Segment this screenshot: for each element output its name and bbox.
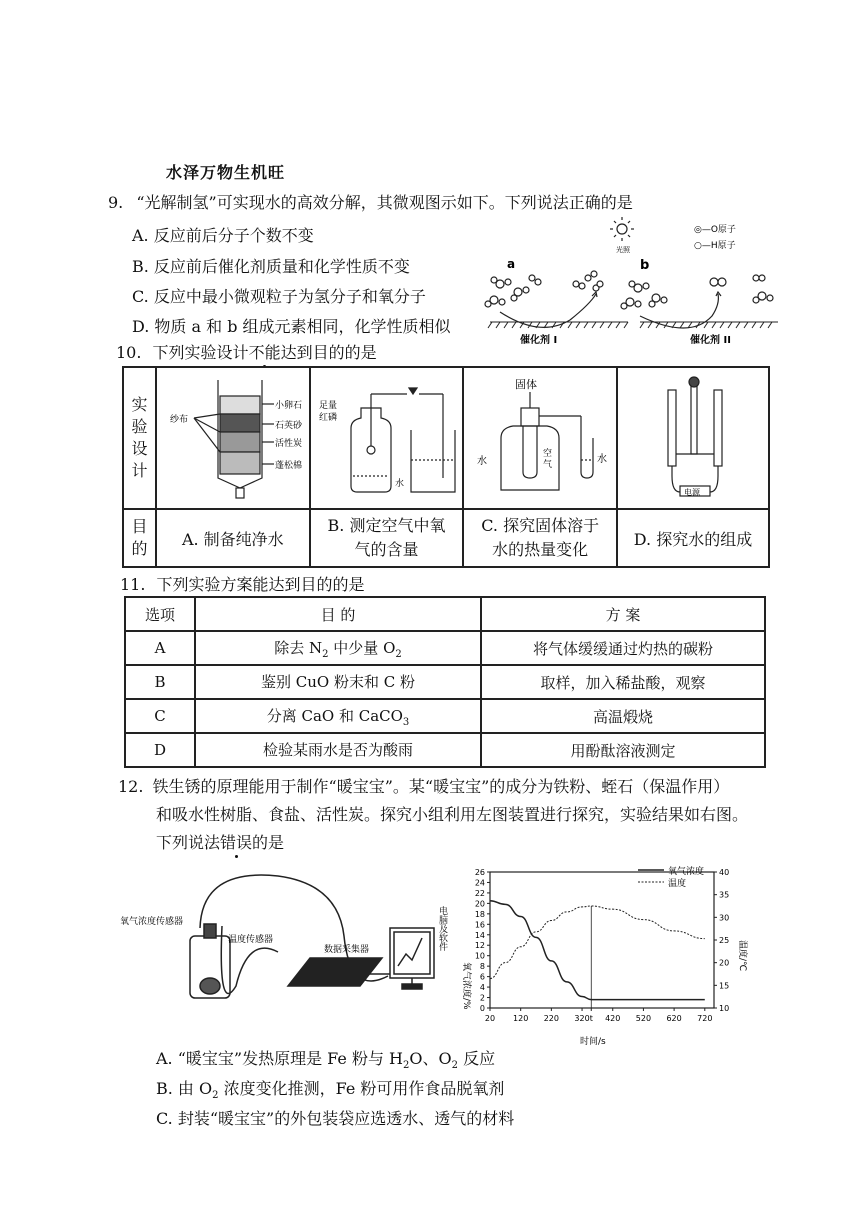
q11-number: 11.	[120, 575, 146, 594]
q12-emphasis: 错误	[220, 833, 253, 852]
chart-axes	[490, 872, 714, 1008]
q11-stem	[120, 572, 365, 595]
label-a: a	[507, 257, 516, 271]
y-left-tick-label: 14	[474, 930, 485, 940]
y-left-tick-label: 6	[479, 972, 485, 982]
x-tick-label: 320	[574, 1014, 590, 1023]
y-right-tick-label: 25	[719, 936, 730, 945]
x-label: 时间/s	[580, 1037, 606, 1047]
legend-o-atom: ◎—O原子	[694, 225, 736, 235]
row-label-purpose: 目 的	[123, 509, 156, 567]
y-right-tick-label: 10	[719, 1004, 730, 1013]
y-left-label: 氧气浓度/%	[461, 962, 471, 1010]
legend-h-atom: ○—H原子	[694, 241, 736, 251]
figure-a-water-filter	[156, 367, 310, 509]
q10-stem-emphasis: 不能	[248, 343, 281, 362]
y-right-tick-label: 20	[719, 958, 730, 968]
q9-option-b: B. 反应前后催化剂质量和化学性质不变	[132, 257, 410, 276]
catalyst-1-label: 催化剂 I	[520, 335, 558, 346]
figure-c-dissolving-heat	[463, 367, 617, 509]
svg-text:气: 气	[543, 460, 553, 470]
y-left-tick-label: 0	[479, 1004, 485, 1013]
plot-frame	[490, 872, 714, 1008]
purpose-d: D. 探究水的组成	[617, 509, 769, 567]
y-left-tick-label: 26	[474, 868, 485, 877]
label-b: b	[640, 258, 650, 273]
x-tick-label: 620	[666, 1014, 682, 1023]
catalyst-surfaces	[488, 322, 778, 328]
y-right-tick-label: 15	[719, 981, 730, 991]
q12-chart	[452, 858, 752, 1048]
q9-stem	[108, 190, 633, 213]
svg-text:空: 空	[543, 449, 553, 459]
header-option: 选项	[125, 597, 195, 631]
q9-number: 9.	[108, 193, 124, 212]
x-tick-label: 520	[635, 1014, 652, 1023]
q9-option-a: A. 反应前后分子个数不变	[132, 226, 314, 245]
chart-series	[490, 901, 705, 1000]
section-title: 水泽万物生机旺	[166, 163, 286, 182]
collector-label: 数据采集器	[324, 945, 370, 955]
q10-number: 10.	[116, 343, 142, 362]
y-left-tick-label: 22	[474, 888, 485, 898]
table-row: C 分离 CaO 和 CaCO$_3$ 高温煅烧	[125, 699, 765, 733]
y-left-tick-label: 24	[474, 878, 485, 888]
y-left-tick-label: 10	[474, 951, 485, 961]
purpose-c: C. 探究固体溶于 水的热量变化	[463, 509, 617, 567]
q9-photolysis-diagram	[480, 212, 780, 348]
q12-option-b: B. 由 $O_2$ 浓度变化推测，Fe 粉可用作食品脱氧剂	[156, 1079, 505, 1102]
q9-stem-text: “光解制氢”可实现水的高效分解，其微观图示如下。下列说法正确的是	[136, 193, 633, 212]
x-tick-label: 720	[697, 1014, 713, 1023]
q9-option-c: C. 反应中最小微观粒子为氢分子和氧分子	[132, 287, 426, 306]
q10-experiment-table	[122, 366, 770, 568]
y-left-tick-label: 16	[474, 920, 485, 930]
y-right-label: 温度/℃	[737, 940, 747, 972]
svg-text:电源: 电源	[684, 488, 700, 497]
series-line-oxygen	[490, 901, 705, 1000]
q12-line-3: 下列说法错误的是	[156, 833, 285, 852]
svg-text:足量: 足量	[319, 401, 338, 411]
svg-text:小卵石: 小卵石	[274, 401, 302, 411]
header-plan: 方 案	[481, 597, 765, 631]
y-left-tick-label: 20	[474, 899, 485, 909]
q10-stem-after: 达到目的的是	[280, 343, 377, 362]
q12-line-2: 和吸水性树脂、食盐、活性炭。探究小组利用左图装置进行探究，实验结果如右图。	[156, 805, 749, 824]
reaction-arrows	[500, 292, 721, 328]
svg-text:活性炭: 活性炭	[274, 439, 302, 449]
o2-sensor-label: 氧气浓度传感器	[120, 917, 184, 927]
y-right-tick-label: 35	[719, 890, 730, 900]
figure-b-oxygen-content	[310, 367, 464, 509]
legend-temp: 温度	[668, 879, 687, 889]
q12-apparatus-diagram	[118, 866, 448, 1016]
x-tick-label: 420	[605, 1014, 621, 1023]
legend-o2: 氧气浓度	[668, 867, 705, 877]
svg-text:水: 水	[477, 456, 488, 467]
q12-line-1: 12. 铁生锈的原理能用于制作“暖宝宝”。某“暖宝宝”的成分为铁粉、蛭石（保温作用）	[118, 777, 730, 796]
y-right-tick-label: 40	[719, 868, 730, 877]
y-left-tick-label: 18	[474, 909, 485, 919]
purpose-b: B. 测定空气中氧 气的含量	[310, 509, 464, 567]
light-label: 光照	[616, 246, 630, 254]
q10-stem-before: 下列实验设计	[152, 343, 249, 362]
chart-legend	[638, 865, 704, 889]
computer-label: 电脑及软件	[437, 906, 447, 951]
q12-option-c: C. 封装“暖宝宝”的外包装袋应选透水、透气的材料	[156, 1109, 515, 1128]
catalyst-2-label: 催化剂 II	[690, 335, 731, 346]
svg-text:蓬松棉: 蓬松棉	[274, 461, 302, 471]
table-row: D 检验某雨水是否为酸雨 用酚酞溶液测定	[125, 733, 765, 767]
y-left-tick-label: 12	[474, 941, 485, 951]
header-goal: 目 的	[195, 597, 481, 631]
x-tick-label: t	[589, 1014, 593, 1023]
q10-stem	[116, 340, 377, 363]
y-left-tick-label: 2	[479, 993, 485, 1003]
figure-d-electrolysis	[617, 367, 769, 509]
q12-number: 12.	[118, 777, 144, 796]
temp-sensor-label: 温度传感器	[228, 935, 274, 945]
y-left-tick-label: 4	[479, 983, 485, 993]
svg-text:红磷: 红磷	[319, 413, 338, 423]
table-row: A 除去 $N_2$ 中少量 $O_2$ 将气体缓缓通过灼热的碳粉	[125, 631, 765, 665]
row-label-design: 实 验 设 计	[123, 367, 156, 509]
molecules	[485, 271, 773, 309]
svg-text:水: 水	[597, 454, 608, 465]
svg-text:固体: 固体	[515, 378, 538, 391]
q9-option-d: D. 物质 a 和 b 组成元素相同，化学性质相似	[132, 317, 451, 336]
svg-text:水: 水	[395, 479, 405, 489]
x-tick-label: 120	[513, 1014, 529, 1023]
y-left-tick-label: 8	[479, 962, 485, 972]
q12-option-a: A. “暖宝宝”发热原理是 Fe 粉与 $H_2O$、$O_2$ 反应	[156, 1049, 496, 1072]
q11-stem-text: 下列实验方案能达到目的的是	[156, 575, 365, 594]
svg-text:石英砂: 石英砂	[274, 421, 302, 431]
purpose-a: A. 制备纯净水	[156, 509, 310, 567]
table-row: B 鉴别 CuO 粉末和 C 粉 取样，加入稀盐酸，观察	[125, 665, 765, 699]
q11-plan-table	[124, 596, 766, 768]
y-right-tick-label: 30	[719, 913, 730, 923]
svg-text:纱布: 纱布	[169, 415, 188, 425]
x-tick-label: 220	[543, 1014, 560, 1023]
x-tick-label: 20	[484, 1014, 496, 1023]
sun-icon	[610, 217, 634, 241]
